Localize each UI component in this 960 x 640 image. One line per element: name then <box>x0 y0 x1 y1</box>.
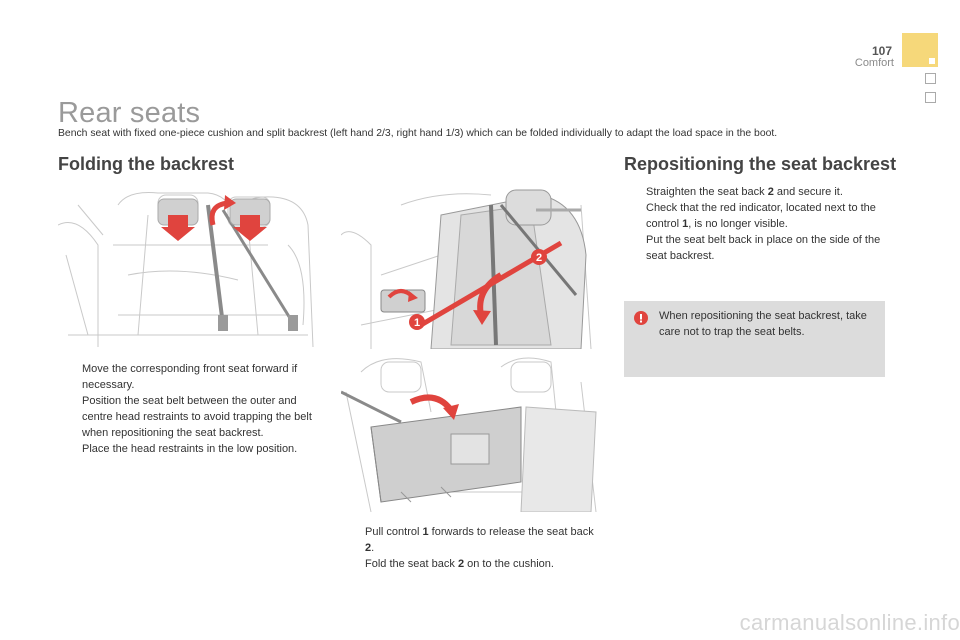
heading-folding: Folding the backrest <box>58 154 235 174</box>
step-text <box>365 558 554 570</box>
text-run: Pull control <box>365 526 423 538</box>
list-item <box>60 441 322 457</box>
list-item <box>60 361 322 393</box>
step-text <box>646 234 880 262</box>
folding-steps-list <box>60 361 322 457</box>
callout-ref: 2 <box>365 542 372 554</box>
step-text <box>365 526 594 554</box>
callout-ref: 1 <box>422 526 429 538</box>
watermark: carmanualsonline.info <box>739 610 960 635</box>
step-text <box>646 186 843 198</box>
section-name: Comfort <box>854 57 894 69</box>
intro-text: Bench seat with fixed one-piece cushion and split backrest (left hand 2/3, right hand 1/3) which can be folded individually to adapt the load space in the boot. <box>58 128 778 139</box>
list-item <box>60 393 322 441</box>
text-run: Put the seat belt back in place on the side of the seat backrest. <box>646 234 881 262</box>
step-text: Place the head restraints in the low position. <box>82 443 298 455</box>
callout-1: 1 <box>413 317 421 329</box>
text-run: and secure it. <box>773 186 843 198</box>
page-number: 107 <box>871 44 892 58</box>
callout-ref: 2 <box>767 186 774 198</box>
section-tab-active <box>902 33 938 67</box>
text-run: Fold the seat back <box>365 558 458 570</box>
callout-ref: 1 <box>682 218 689 230</box>
text-run: Check that the red indicator, located next to the control <box>646 202 876 230</box>
illustration-folded-seat <box>341 352 603 512</box>
list-item <box>624 232 886 264</box>
callout-2: 2 <box>535 252 543 264</box>
text-run: , is no longer visible. <box>688 218 788 230</box>
section-tab-empty <box>925 92 936 103</box>
page-title: Rear seats <box>58 97 201 129</box>
text-run: on to the cushion. <box>464 558 554 570</box>
list-item <box>343 524 605 556</box>
list-item <box>343 556 605 572</box>
step-text <box>646 202 876 230</box>
heading-repositioning: Repositioning the seat backrest <box>624 154 897 174</box>
list-item <box>624 200 886 232</box>
warning-icon <box>634 311 648 325</box>
list-item <box>624 184 886 200</box>
illustration-pull-control <box>341 185 603 349</box>
text-run: Straighten the seat back <box>646 186 768 198</box>
pull-control-steps-list <box>343 524 605 572</box>
repositioning-steps-list <box>624 184 886 264</box>
tab-marker-icon <box>929 58 935 64</box>
callout-ref: 2 <box>457 558 465 570</box>
illustration-head-restraints <box>58 185 318 347</box>
step-text: Move the corresponding front seat forward if necessary. <box>82 363 298 391</box>
warning-text: When repositioning the seat backrest, take care not to trap the seat belts. <box>659 310 867 338</box>
text-run: . <box>371 542 375 554</box>
step-text: Position the seat belt between the outer and centre head restraints to avoid trapping the belt when repositioning the seat backrest. <box>82 395 312 439</box>
text-run: forwards to release the seat back <box>428 526 594 538</box>
warning-box <box>624 301 885 377</box>
section-tab-empty <box>925 73 936 84</box>
